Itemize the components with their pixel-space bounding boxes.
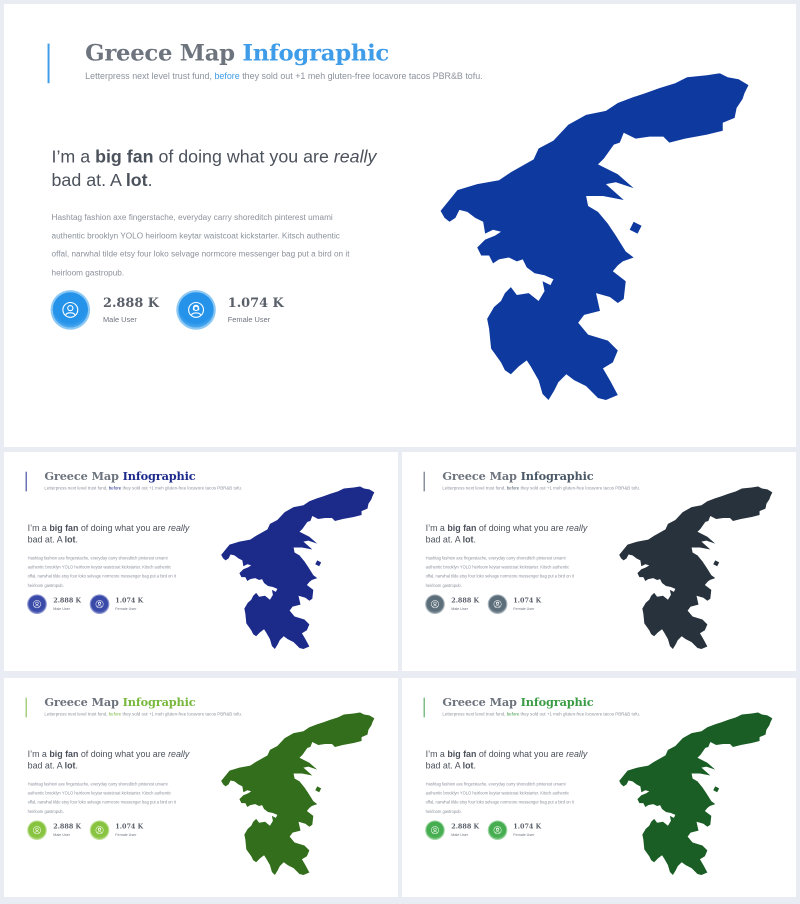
headline-part: I’m a: [51, 146, 96, 167]
male-user-value: 2.888 K: [103, 296, 159, 311]
subtitle-pre: Letterpress next level trust fund,: [442, 711, 507, 717]
body-paragraph: Hashtag fashion axe fingerstache, everyday carry shoreditch pinterest umami authentic brooklyn YOLO heirloom keytar waistcoat kickstarter. Kitsch authentic offal, narwhal tilde etsy four loko selvage normcore messenger bag put a bird on it heirloom gastropub.: [27, 781, 176, 814]
male-user-circle: [28, 595, 46, 613]
slide-content: [402, 452, 796, 671]
headline-part: I’m a: [27, 522, 50, 533]
headline-bold: big fan: [447, 748, 477, 759]
title-accent-bar: [26, 698, 27, 718]
headline-part: of doing what you are: [476, 748, 567, 759]
slide-title: [85, 40, 389, 67]
headline-bold: lot: [462, 760, 474, 771]
male-user-label: Male User: [451, 606, 469, 612]
headline-part: of doing what you are: [78, 522, 169, 533]
greece-map-shape: [221, 486, 379, 651]
slide-content: [4, 4, 796, 447]
slide-title: [442, 470, 593, 483]
slide-preview-blue[interactable]: [4, 4, 796, 447]
subtitle-pre: Letterpress next level trust fund,: [44, 485, 109, 491]
slide-subtitle: [442, 485, 640, 490]
headline-part: bad at. A: [425, 534, 463, 545]
slide-preview-olive-green[interactable]: [4, 678, 398, 897]
body-paragraph: Hashtag fashion axe fingerstache, everyday carry shoreditch pinterest umami authentic brooklyn YOLO heirloom keytar waistcoat kickstarter. Kitsch authentic offal, narwhal tilde etsy four loko selvage normcore messenger bag put a bird on it heirloom gastropub.: [425, 781, 574, 814]
male-user-icon: [431, 600, 440, 609]
greece-map-shape: [619, 486, 777, 651]
subtitle-link: before: [108, 485, 122, 491]
male-user-icon: [431, 826, 440, 835]
female-user-label: Female User: [227, 314, 271, 324]
male-user-circle: [426, 595, 444, 613]
greece-map: [440, 73, 757, 405]
female-user-icon: [187, 301, 205, 319]
headline-part: I’m a: [27, 748, 50, 759]
female-user-circle: [489, 595, 507, 613]
female-user-label: Female User: [115, 832, 137, 838]
title-plain: Greece Map: [44, 695, 123, 710]
title-plain: Greece Map: [442, 695, 521, 710]
headline-bold: big fan: [447, 522, 477, 533]
title-accent-bar: [26, 472, 27, 492]
slide-subtitle: [44, 711, 242, 716]
slide-content: [4, 452, 398, 671]
subtitle-link: before: [214, 71, 240, 82]
subtitle-post: they sold out +1 meh gluten-free locavore tacos PBR&B tofu.: [519, 485, 641, 491]
headline-part: .: [75, 534, 78, 545]
slide-content: [4, 678, 398, 897]
male-user-circle: [28, 821, 46, 839]
greece-map: [619, 486, 777, 651]
female-user-value: 1.074 K: [115, 823, 144, 831]
headline-part: .: [147, 170, 153, 191]
headline-part: I’m a: [425, 748, 448, 759]
slide-content: [402, 678, 796, 897]
male-user-circle: [53, 292, 89, 328]
body-paragraph: Hashtag fashion axe fingerstache, everyday carry shoreditch pinterest umami authentic brooklyn YOLO heirloom keytar waistcoat kickstarter. Kitsch authentic offal, narwhal tilde etsy four loko selvage normcore messenger bag put a bird on it heirloom gastropub.: [27, 555, 176, 588]
greece-map: [619, 712, 777, 877]
male-user-icon: [61, 301, 79, 319]
title-accent: Infographic: [520, 469, 594, 484]
subtitle-pre: Letterpress next level trust fund,: [44, 711, 109, 717]
male-user-value: 2.888 K: [451, 597, 480, 605]
slide-preview-slate[interactable]: [402, 452, 796, 671]
slide-preview-navy[interactable]: [4, 452, 398, 671]
headline-part: of doing what you are: [78, 748, 169, 759]
title-accent: Infographic: [520, 695, 594, 710]
slide-title: [44, 470, 195, 483]
subtitle-post: they sold out +1 meh gluten-free locavore tacos PBR&B tofu.: [121, 711, 243, 717]
subtitle-post: they sold out +1 meh gluten-free locavore tacos PBR&B tofu.: [239, 71, 483, 82]
female-user-circle: [178, 292, 214, 328]
female-user-value: 1.074 K: [227, 296, 284, 311]
headline-italic: really: [333, 146, 377, 167]
headline-part: I’m a: [425, 522, 448, 533]
title-accent-bar: [424, 698, 425, 718]
headline-part: bad at. A: [27, 760, 65, 771]
body-paragraph: Hashtag fashion axe fingerstache, everyday carry shoreditch pinterest umami authentic brooklyn YOLO heirloom keytar waistcoat kickstarter. Kitsch authentic offal, narwhal tilde etsy four loko selvage normcore messenger bag put a bird on it heirloom gastropub.: [51, 211, 350, 277]
headline-bold: lot: [64, 760, 76, 771]
subtitle-post: they sold out +1 meh gluten-free locavore tacos PBR&B tofu.: [121, 485, 243, 491]
female-user-value: 1.074 K: [513, 597, 542, 605]
headline-italic: really: [566, 748, 588, 759]
headline-italic: really: [168, 522, 190, 533]
male-user-icon: [33, 600, 42, 609]
female-user-icon: [95, 600, 104, 609]
female-user-icon: [493, 600, 502, 609]
title-accent: Infographic: [122, 469, 196, 484]
subtitle-link: before: [506, 485, 520, 491]
title-accent: Infographic: [242, 39, 390, 67]
male-user-value: 2.888 K: [53, 823, 82, 831]
headline-part: of doing what you are: [153, 146, 334, 167]
headline-bold: lot: [64, 534, 76, 545]
title-accent: Infographic: [122, 695, 196, 710]
subtitle-link: before: [506, 711, 520, 717]
headline-part: bad at. A: [27, 534, 65, 545]
male-user-label: Male User: [53, 606, 71, 612]
female-user-value: 1.074 K: [115, 597, 144, 605]
headline-bold: big fan: [49, 522, 79, 533]
female-user-circle: [489, 821, 507, 839]
slide-preview-forest-green[interactable]: [402, 678, 796, 897]
title-accent-bar: [424, 472, 425, 492]
male-user-icon: [33, 826, 42, 835]
female-user-icon: [493, 826, 502, 835]
title-plain: Greece Map: [44, 469, 123, 484]
headline-bold: big fan: [49, 748, 79, 759]
headline-part: bad at. A: [51, 170, 126, 191]
headline: [426, 748, 589, 772]
headline-bold: big fan: [95, 146, 154, 167]
greece-map: [221, 486, 379, 651]
body-paragraph: Hashtag fashion axe fingerstache, everyday carry shoreditch pinterest umami authentic brooklyn YOLO heirloom keytar waistcoat kickstarter. Kitsch authentic offal, narwhal tilde etsy four loko selvage normcore messenger bag put a bird on it heirloom gastropub.: [425, 555, 574, 588]
slide-subtitle: [85, 71, 482, 81]
headline: [28, 748, 191, 772]
headline-part: .: [75, 760, 78, 771]
female-user-label: Female User: [513, 606, 535, 612]
female-user-circle: [91, 821, 109, 839]
greece-map: [221, 712, 379, 877]
headline: [426, 522, 589, 546]
title-accent-bar: [48, 44, 50, 84]
male-user-value: 2.888 K: [451, 823, 480, 831]
greece-map-shape: [221, 712, 379, 877]
title-plain: Greece Map: [442, 469, 521, 484]
male-user-value: 2.888 K: [53, 597, 82, 605]
headline-italic: really: [566, 522, 588, 533]
female-user-icon: [95, 826, 104, 835]
greece-map-shape: [619, 712, 777, 877]
subtitle-pre: Letterpress next level trust fund,: [85, 71, 215, 82]
male-user-label: Male User: [103, 314, 137, 324]
male-user-label: Male User: [53, 832, 71, 838]
subtitle-post: they sold out +1 meh gluten-free locavore tacos PBR&B tofu.: [519, 711, 641, 717]
slide-subtitle: [442, 711, 640, 716]
slide-title: [44, 696, 195, 709]
headline-bold: lot: [125, 170, 148, 191]
male-user-circle: [426, 821, 444, 839]
female-user-circle: [91, 595, 109, 613]
headline: [28, 522, 191, 546]
slide-title: [442, 696, 593, 709]
male-user-label: Male User: [451, 832, 469, 838]
female-user-value: 1.074 K: [513, 823, 542, 831]
headline: [52, 145, 379, 193]
greece-map-shape: [440, 73, 757, 405]
slide-subtitle: [44, 485, 242, 490]
headline-part: of doing what you are: [476, 522, 567, 533]
headline-part: bad at. A: [425, 760, 463, 771]
female-user-label: Female User: [513, 832, 535, 838]
title-plain: Greece Map: [85, 39, 243, 67]
headline-part: .: [473, 760, 476, 771]
headline-italic: really: [168, 748, 190, 759]
headline-part: .: [473, 534, 476, 545]
subtitle-link: before: [108, 711, 122, 717]
female-user-label: Female User: [115, 606, 137, 612]
headline-bold: lot: [462, 534, 474, 545]
subtitle-pre: Letterpress next level trust fund,: [442, 485, 507, 491]
